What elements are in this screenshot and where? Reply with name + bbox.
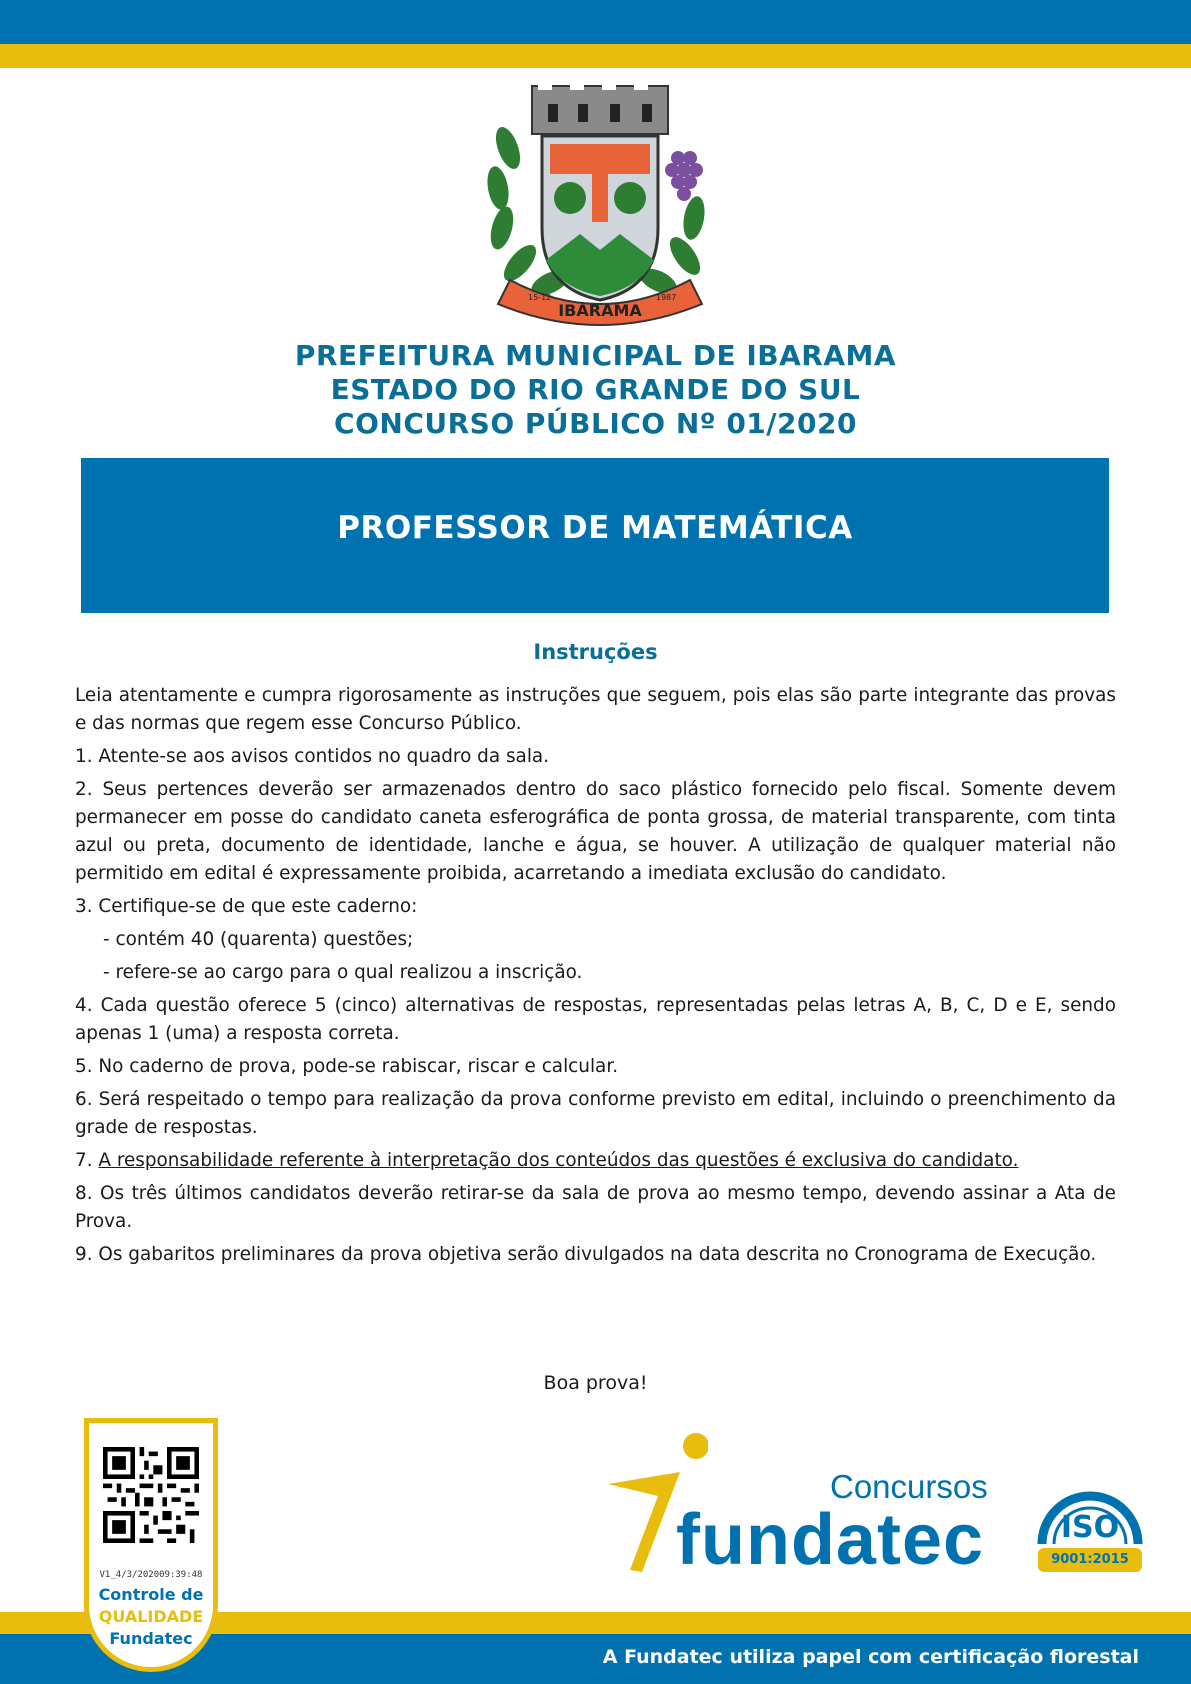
qc-line-1: Controle de bbox=[98, 1585, 204, 1604]
header-municipality: PREFEITURA MUNICIPAL DE IBARAMA bbox=[294, 339, 897, 372]
instruction-item: 5. No caderno de prova, pode-se rabiscar, riscar e calcular. bbox=[75, 1056, 619, 1077]
top-blue-band bbox=[0, 0, 1191, 44]
exam-title-box bbox=[81, 458, 1109, 613]
qc-line-3: Fundatec bbox=[109, 1629, 193, 1648]
instruction-item: 4. Cada questão oferece 5 (cinco) alternativas de respostas, representadas pelas letras A, B, C, D e E, sendo apenas 1 (uma) a resposta correta. bbox=[75, 995, 1116, 1044]
exam-title: PROFESSOR DE MATEMÁTICA bbox=[337, 510, 853, 546]
footer-certification-text: A Fundatec utiliza papel com certificação florestal bbox=[602, 1646, 1139, 1668]
iso-label: ISO bbox=[1060, 1510, 1120, 1545]
instruction-item: 6. Será respeitado o tempo para realização da prova conforme previsto em edital, incluindo o preenchimento da grade de respostas. bbox=[75, 1089, 1116, 1138]
quality-control-badge bbox=[84, 1418, 218, 1672]
instructions-intro: Leia atentamente e cumpra rigorosamente as instruções que seguem, pois elas são parte integrante das provas e das normas que regem esse Concurso Público. bbox=[75, 685, 1116, 734]
instruction-subitem: - contém 40 (quarenta) questões; bbox=[103, 929, 414, 950]
header-state: ESTADO DO RIO GRANDE DO SUL bbox=[330, 373, 861, 406]
top-yellow-band bbox=[0, 44, 1191, 68]
instruction-item bbox=[75, 1147, 1116, 1175]
header-contest: CONCURSO PÚBLICO Nº 01/2020 bbox=[334, 407, 857, 440]
closing-message: Boa prova! bbox=[543, 1372, 648, 1394]
brand-fundatec-text: fundatec bbox=[676, 1500, 985, 1580]
instructions-heading: Instruções bbox=[533, 640, 658, 664]
instruction-item: 2. Seus pertences deverão ser armazenados dentro do saco plástico fornecido pelo fiscal. Somente devem permanecer em posse do candidato caneta esferográfica de ponta grossa, de material transparente, com tinta azul ou preta, documento de identidade, lanche e água, se houver. A utilização de qualquer material não permitido em edital é expressamente proibida, acarretando a imediata exclusão do candidato. bbox=[75, 779, 1116, 884]
qr-code-icon bbox=[103, 1447, 199, 1543]
qc-version-stamp: V1_4/3/202009:39:48 bbox=[99, 1570, 203, 1580]
iso-standard: 9001:2015 bbox=[1051, 1552, 1129, 1567]
crest-banner-text: IBARAMA bbox=[558, 301, 642, 320]
instruction-item: 1. Atente-se aos avisos contidos no quadro da sala. bbox=[75, 746, 550, 767]
instructions-body bbox=[75, 682, 1116, 1274]
instruction-number: 7. bbox=[75, 1150, 99, 1171]
crest-date-right: 1987 bbox=[656, 293, 677, 302]
municipal-crest-emblem bbox=[480, 78, 720, 328]
qc-line-2: QUALIDADE bbox=[98, 1607, 204, 1626]
instruction-item: 9. Os gabaritos preliminares da prova objetiva serão divulgados na data descrita no Cronograma de Execução. bbox=[75, 1244, 1097, 1265]
crest-date-left: 15-12 bbox=[528, 293, 552, 302]
instruction-item: 8. Os três últimos candidatos deverão retirar-se da sala de prova ao mesmo tempo, devendo assinar a Ata de Prova. bbox=[75, 1183, 1116, 1232]
instruction-underlined-text: A responsabilidade referente à interpretação dos conteúdos das questões é exclusiva do candidato. bbox=[98, 1150, 1019, 1171]
instruction-item: 3. Certifique-se de que este caderno: bbox=[75, 896, 418, 917]
iso-certification-badge bbox=[1032, 1484, 1148, 1578]
instruction-subitem: - refere-se ao cargo para o qual realizou a inscrição. bbox=[103, 962, 583, 983]
brand-concursos-text: Concursos bbox=[830, 1468, 988, 1505]
